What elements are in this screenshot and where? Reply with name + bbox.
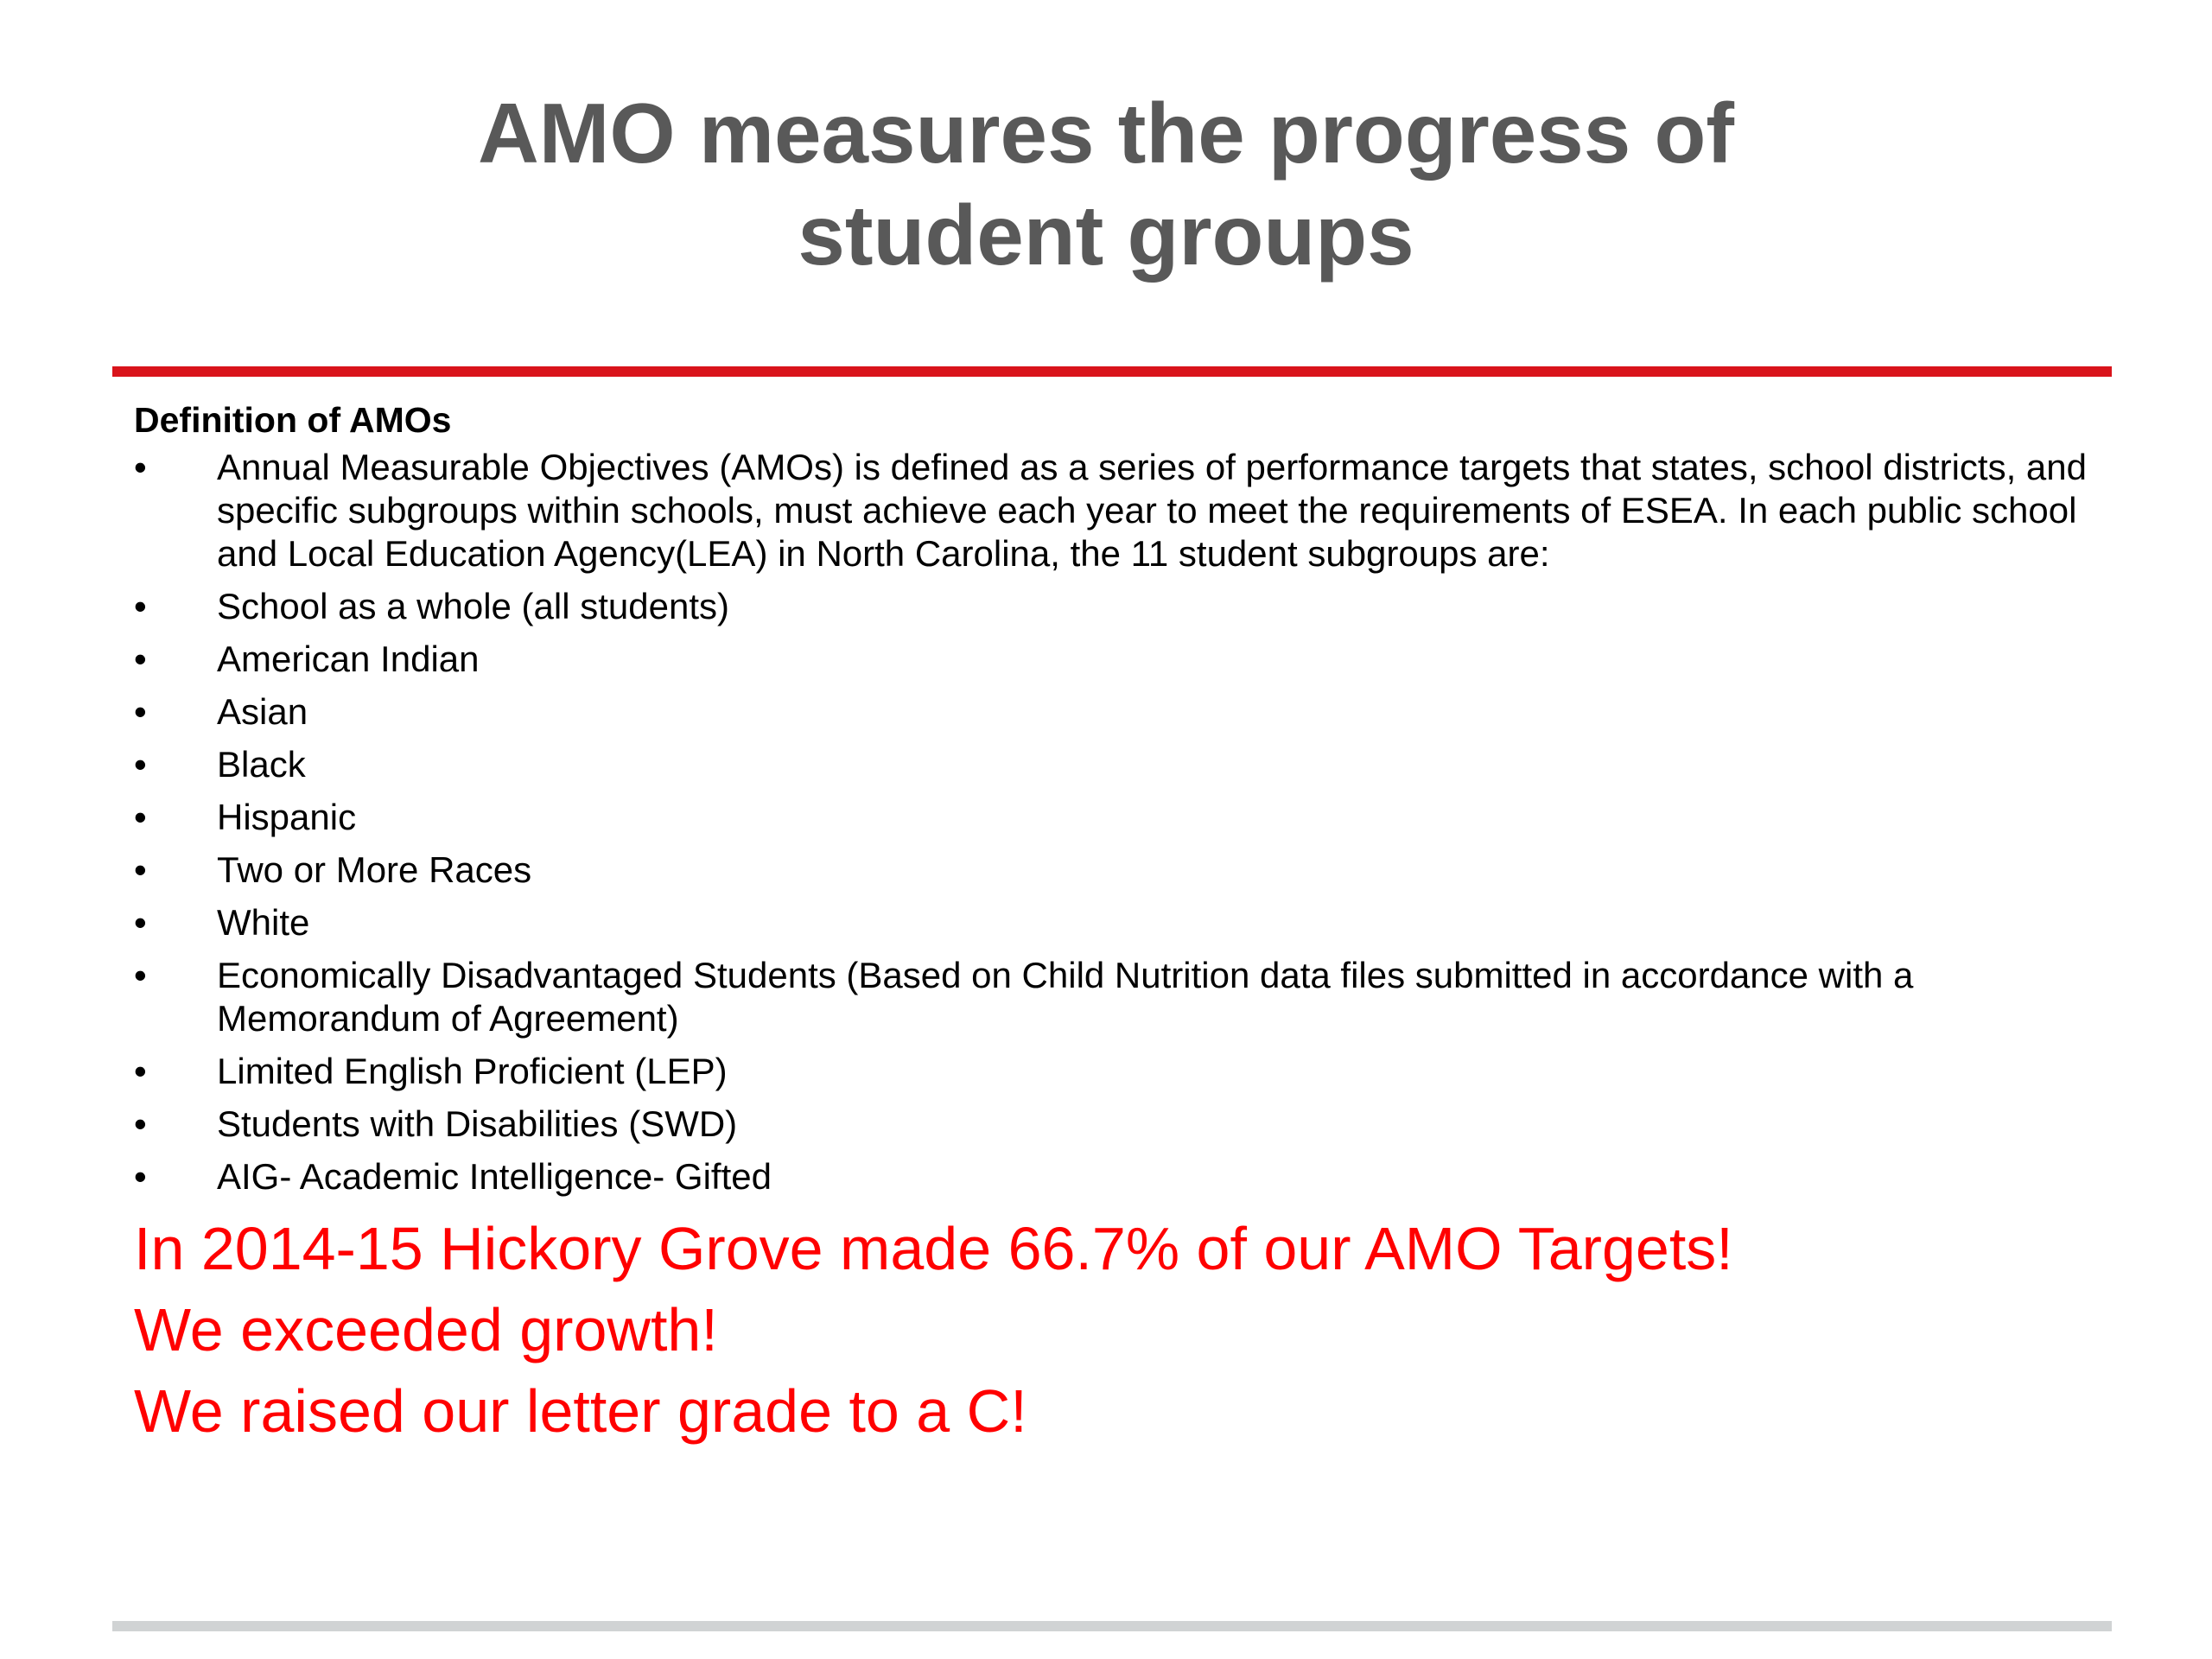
bullet-icon: • — [134, 1103, 147, 1144]
list-item — [134, 743, 2087, 786]
slide-title-line-2: student groups — [798, 188, 1414, 283]
highlight-block — [134, 1208, 2087, 1452]
list-item-text: Economically Disadvantaged Students (Based on Child Nutrition data files submitted in accordance with a Memorandum of Agreement) — [217, 955, 1914, 1039]
bullet-icon: • — [134, 447, 147, 487]
list-item — [134, 849, 2087, 892]
bullet-icon: • — [134, 1156, 147, 1197]
list-item — [134, 1050, 2087, 1093]
list-item-text: Limited English Proficient (LEP) — [217, 1051, 728, 1091]
list-item-text: Two or More Races — [217, 849, 532, 890]
list-item-text: AIG- Academic Intelligence- Gifted — [217, 1156, 772, 1197]
bullet-icon: • — [134, 691, 147, 732]
slide-title-line-1: AMO measures the progress of — [477, 86, 1735, 181]
list-item — [134, 1103, 2087, 1146]
definition-heading: Definition of AMOs — [134, 400, 452, 440]
footer-divider-rule — [112, 1621, 2112, 1631]
list-item-text: Students with Disabilities (SWD) — [217, 1103, 738, 1144]
title-divider-rule — [112, 366, 2112, 377]
list-item — [134, 690, 2087, 734]
list-item — [134, 585, 2087, 628]
highlight-amo-targets: In 2014-15 Hickory Grove made 66.7% of our AMO Targets! — [134, 1215, 1733, 1282]
list-item — [134, 638, 2087, 681]
list-item-text: White — [217, 902, 310, 943]
list-item-text: Asian — [217, 691, 308, 732]
bullet-icon: • — [134, 639, 147, 679]
list-item — [134, 901, 2087, 944]
list-item-text: School as a whole (all students) — [217, 586, 729, 626]
list-item — [134, 1155, 2087, 1198]
list-item-text: American Indian — [217, 639, 480, 679]
slide-content — [134, 397, 2087, 1452]
list-item-text: Annual Measurable Objectives (AMOs) is defined as a series of performance targets that states, school districts, and specific subgroups within schools, must achieve each year to meet the requirements of ESEA. In each public school and Local Education Agency(LEA) in North Carolina, the 11 student subgroups are: — [217, 447, 2088, 574]
bullet-icon: • — [134, 955, 147, 995]
bullet-icon: • — [134, 586, 147, 626]
slide-title — [0, 82, 2212, 286]
bullet-icon: • — [134, 902, 147, 943]
list-item — [134, 446, 2087, 575]
highlight-growth: We exceeded growth! — [134, 1296, 718, 1363]
list-item-text: Black — [217, 744, 306, 785]
highlight-letter-grade: We raised our letter grade to a C! — [134, 1377, 1027, 1445]
list-item — [134, 796, 2087, 839]
bullet-icon: • — [134, 744, 147, 785]
bullet-icon: • — [134, 797, 147, 837]
bullet-icon: • — [134, 1051, 147, 1091]
list-item-text: Hispanic — [217, 797, 357, 837]
bullet-icon: • — [134, 849, 147, 890]
subgroup-list — [134, 446, 2087, 1198]
list-item — [134, 954, 2087, 1040]
